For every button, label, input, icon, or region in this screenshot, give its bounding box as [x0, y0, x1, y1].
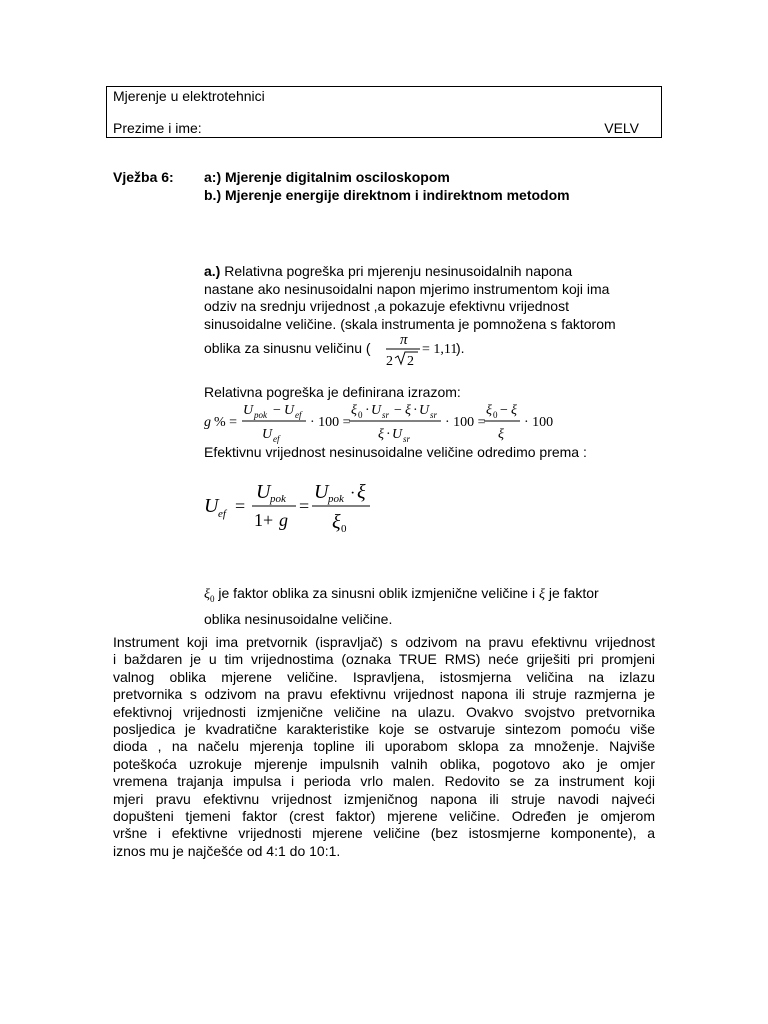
- svg-text:1+: 1+: [254, 510, 274, 530]
- section-a-line-3: odziv na srednju vrijednost ,a pokazuje efektivnu vrijednost: [204, 298, 569, 315]
- xi-description-2: je faktor: [544, 585, 599, 601]
- header-box: [106, 86, 662, 138]
- body-line: dopušteni tjemeni faktor (crest faktor) mjerene veličine. Određen je omjerom: [113, 808, 655, 825]
- effective-value-formula: [200, 474, 400, 538]
- course-code: VELV: [604, 120, 639, 136]
- svg-text:ξ: ξ: [357, 481, 366, 503]
- svg-text:U: U: [243, 403, 254, 418]
- svg-text:U: U: [392, 427, 403, 442]
- svg-text:0: 0: [493, 410, 498, 420]
- svg-text:ef: ef: [273, 434, 280, 444]
- svg-text:U: U: [256, 481, 271, 503]
- svg-text:pok: pok: [254, 410, 267, 420]
- effective-definition: Efektivnu vrijednost nesinusoidalne veličine odredimo prema :: [204, 444, 587, 460]
- svg-text:−: −: [500, 403, 508, 418]
- svg-text:sr: sr: [403, 434, 411, 444]
- body-line: vršne i efektivne vrijednosti mjerene veličine (bez istosmjerne komponente), a: [113, 825, 655, 842]
- svg-text:g: g: [279, 510, 288, 530]
- svg-text:2: 2: [386, 354, 393, 369]
- form-factor-value: = 1,11: [422, 342, 458, 357]
- svg-text:ξ: ξ: [405, 403, 411, 418]
- svg-text:ξ: ξ: [498, 427, 504, 442]
- exercise-part-b: b.) Mjerenje energije direktnom i indirektnom metodom: [204, 187, 570, 203]
- section-a-marker: a.): [204, 263, 221, 279]
- error-definition: Relativna pogreška je definirana izrazom:: [204, 384, 461, 400]
- svg-text:sr: sr: [430, 410, 438, 420]
- xi-description-3: oblika nesinusoidalne veličine.: [204, 610, 393, 627]
- body-line: valnog oblika mjerene veličine. Ispravljena, istosmjerna veličina na izlazu: [113, 668, 655, 685]
- body-line: mjeri pravu efektivnu vrijednost izmjeničnog napona ili struje navodi najveći: [113, 790, 655, 807]
- svg-text:ξ: ξ: [351, 403, 357, 418]
- section-a-paragraph: [204, 263, 664, 333]
- exercise-label: Vježba 6:: [113, 169, 174, 185]
- body-line: pretvornika s odzivom na pravu efektivnu vrijednost napona ili struje razmjerna je: [113, 686, 655, 703]
- svg-text:·: ·: [365, 403, 370, 418]
- name-label: Prezime i ime:: [113, 120, 202, 136]
- body-line: dioda , na načelu mjerenja topline ili uporabom sklopa za množenje. Najviše: [113, 738, 655, 755]
- section-a-line-1: Relativna pogreška pri mjerenju nesinusoidalnih napona: [220, 263, 573, 279]
- error-formula: [200, 400, 560, 444]
- svg-text:−: −: [273, 403, 281, 418]
- svg-text:U: U: [284, 403, 295, 418]
- svg-text:2: 2: [407, 354, 414, 369]
- form-factor-formula: [382, 330, 462, 370]
- body-line: i baždaren je u tim vrijednostima (oznaka TRUE RMS) neće griješiti pri promjeni: [113, 651, 655, 668]
- body-line: vremena trajanja impulsa i perioda vrlo malen. Redovito se za instrument koji: [113, 773, 655, 790]
- svg-text:−: −: [394, 403, 402, 418]
- body-line: efektivnoj vrijednosti izmjenične veličine na ulazu. Ovakvo svojstvo pretvornika: [113, 703, 655, 720]
- section-a-line-2: nastane ako nesinusoidalni napon mjerimo instrumentom koji ima: [204, 280, 610, 297]
- course-title: Mjerenje u elektrotehnici: [113, 88, 265, 104]
- pi-symbol: π: [400, 332, 408, 348]
- svg-text:ef: ef: [218, 508, 226, 520]
- section-a-line-4: sinusoidalne veličine. (skala instrumenta je pomnožena s faktorom: [204, 315, 616, 332]
- svg-text:=: =: [235, 496, 246, 516]
- svg-text:pok: pok: [328, 493, 344, 505]
- svg-text:% =: % =: [214, 415, 238, 430]
- svg-text:·: ·: [413, 403, 418, 418]
- xi-description: [204, 583, 664, 629]
- svg-text:g: g: [204, 415, 211, 430]
- svg-text:U: U: [314, 481, 329, 503]
- svg-text:ξ: ξ: [378, 427, 384, 442]
- body-line: posljedica je kvadratične karakteristike koje se ostvaruje sintezom pomoću više: [113, 721, 655, 738]
- section-a-line-5: oblika za sinusnu veličinu (: [204, 340, 371, 356]
- svg-text:· 100 =: · 100 =: [445, 415, 486, 430]
- xi-description-1: je faktor oblika za sinusni oblik izmjenične veličine i: [214, 585, 539, 601]
- svg-text:0: 0: [341, 523, 347, 535]
- svg-text:U: U: [204, 495, 219, 517]
- body-line: poteškoća uzrokuje mjerenje impulsnih valnih oblika, pogotovo ako je omjer: [113, 755, 655, 772]
- body-line: Instrument koji ima pretvornik (ispravljač) s odzivom na pravu efektivnu vrijednost: [113, 634, 655, 650]
- body-last-line: iznos mu je najčešće od 4:1 do 10:1.: [113, 842, 341, 859]
- svg-text:U: U: [371, 403, 382, 418]
- svg-text:· 100: · 100: [524, 415, 554, 430]
- svg-text:sr: sr: [382, 410, 390, 420]
- section-a-line-5-end: ).: [456, 340, 465, 356]
- svg-text:·: ·: [386, 427, 391, 442]
- svg-text:=: =: [299, 496, 310, 516]
- svg-text:U: U: [262, 427, 273, 442]
- svg-text:U: U: [419, 403, 430, 418]
- svg-text:ξ: ξ: [511, 403, 517, 418]
- svg-text:ef: ef: [295, 410, 302, 420]
- body-paragraph: [113, 634, 655, 860]
- svg-text:0: 0: [358, 410, 363, 420]
- exercise-part-a: a:) Mjerenje digitalnim osciloskopom: [204, 169, 450, 185]
- svg-text:· 100 =: · 100 =: [310, 415, 351, 430]
- svg-text:ξ: ξ: [486, 403, 492, 418]
- svg-text:ξ: ξ: [332, 511, 341, 533]
- xi-zero-symbol: $\xi_0$: [204, 587, 215, 604]
- svg-text:·: ·: [350, 485, 356, 502]
- xi-symbol: ξ: [538, 587, 545, 602]
- svg-text:pok: pok: [270, 493, 286, 505]
